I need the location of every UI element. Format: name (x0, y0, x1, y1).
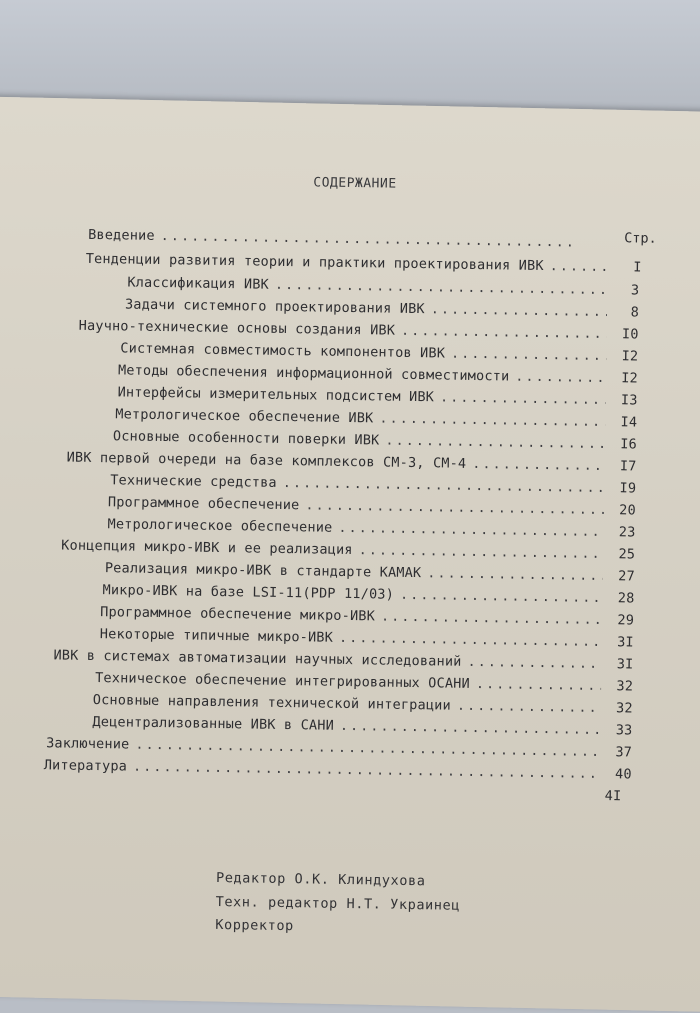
toc-entry (127, 273, 639, 299)
leader-dots (472, 455, 605, 475)
toc-entry-text: Метрологическое обеспечение ИВК (115, 405, 373, 427)
leader-dots (385, 432, 605, 453)
toc-entry-page: I7 (610, 457, 636, 475)
page-title: СОДЕРЖАНИЕ (5, 171, 700, 197)
toc-entry (86, 250, 642, 277)
toc-entry-text: Введение (88, 226, 155, 245)
leader-dots (379, 409, 605, 431)
toc-entry-text: Классификация ИВК (127, 273, 269, 293)
toc-entry-text: Программное обеспечение микро-ИВК (100, 603, 375, 625)
toc-entry-text: Концепция микро-ИВК и ее реализация (61, 536, 353, 559)
toc-entry-page: I2 (612, 369, 638, 387)
toc-entry-text: Метрологическое обеспечение (107, 515, 332, 537)
toc-entry-text: Задачи системного проектирования ИВК (125, 295, 425, 318)
leader-dots (338, 519, 603, 541)
leader-dots (381, 608, 602, 629)
leader-dots (515, 368, 606, 387)
toc-entry-page: 4I (595, 787, 621, 805)
toc-entry-page: 8 (613, 303, 639, 321)
toc-entry-page: 3 (613, 281, 639, 299)
leader-dots (135, 736, 600, 761)
toc-entry-page: I3 (611, 391, 637, 409)
toc-entry-text: Методы обеспечения информационной совместимости (118, 361, 510, 385)
leader-dots (133, 758, 600, 783)
leader-dots (440, 388, 606, 409)
leader-dots (283, 474, 605, 497)
toc-entry-page: 40 (606, 765, 632, 783)
page-column-header: Стр. (624, 230, 657, 247)
toc-entry-page: 29 (608, 611, 634, 629)
toc-entry-text: Основные направления технической интеграции (93, 691, 451, 715)
leader-dots (400, 586, 603, 607)
toc-entry-page: 32 (607, 677, 633, 695)
toc-entry-page: 37 (606, 743, 632, 761)
toc-entry-text: ИВК первой очереди на базе комплексов СМ-3, СМ-4 (66, 449, 466, 473)
leader-dots (550, 257, 610, 276)
imprint-proofreader: Корректор (215, 917, 294, 934)
toc-entry-text: Интерфейсы измерительных подсистем ИВК (118, 383, 435, 406)
toc-entry-text: Реализация микро-ИВК в стандарте КАМАК (105, 559, 422, 582)
toc-entry-page: I2 (612, 347, 638, 365)
toc-entry-page: I0 (612, 325, 638, 343)
leader-dots (275, 276, 608, 299)
leader-dots (431, 300, 607, 321)
toc-entry-text: Некоторые типичные микро-ИВК (100, 625, 333, 647)
leader-dots (467, 653, 601, 673)
toc-entry (125, 295, 639, 321)
leader-dots (476, 675, 602, 695)
toc-entry-text: Литература (44, 756, 128, 775)
toc-entry-page: I6 (611, 435, 637, 453)
leader-dots (451, 345, 606, 365)
toc-entry-page: 28 (608, 589, 634, 607)
toc-entry-text: Научно-технические основы создания ИВК (79, 317, 396, 340)
toc-entry (88, 226, 608, 252)
toc-entry-page: 20 (610, 501, 636, 519)
toc-entry-text: Микро-ИВК на базе LSI-11(PDP 11/03) (102, 581, 394, 604)
leader-dots (339, 629, 602, 651)
toc-entry-text: Технические средства (110, 471, 277, 492)
toc-entry-text: Децентрализованные ИВК в САНИ (92, 713, 334, 735)
imprint-editor: Редактор О.К. Клиндухова (216, 870, 426, 889)
toc-entry-page: 33 (606, 721, 632, 739)
toc-entry (44, 756, 632, 783)
toc-entry-page: I4 (611, 413, 637, 431)
leader-dots (457, 697, 601, 717)
toc-entry-page: 25 (609, 545, 635, 563)
imprint-tech-editor: Техн. редактор Н.Т. Украинец (216, 894, 461, 914)
toc-entry-page: 3I (607, 655, 633, 673)
toc-entry-page: I9 (610, 479, 636, 497)
toc-entry (595, 787, 631, 806)
leader-dots (427, 564, 603, 585)
toc-entry-text: ИВК в системах автоматизации научных исследований (53, 646, 461, 670)
leader-dots (161, 227, 577, 252)
leader-dots (305, 496, 604, 519)
leader-dots (359, 541, 604, 563)
toc-entry-page: I (616, 258, 642, 276)
toc-entry-text: Основные особенности поверки ИВК (113, 427, 380, 449)
toc-entry-page: 32 (607, 699, 633, 717)
leader-dots (340, 717, 601, 739)
toc-entry (120, 339, 638, 365)
toc-entry-text: Тенденции развития теории и практики проектирования ИВК (86, 250, 544, 275)
toc-entry-page: 27 (609, 567, 635, 585)
toc-entry-text: Техническое обеспечение интегрированных ОСАНИ (95, 669, 470, 693)
toc-entry-page: 23 (609, 523, 635, 541)
toc-entry-text: Программное обеспечение (108, 493, 300, 514)
leader-dots (401, 322, 607, 343)
toc-entry-text: Системная совместимость компонентов ИВК (120, 339, 445, 362)
toc-entry-text: Заключение (46, 734, 130, 753)
toc-entry-page: 3I (608, 633, 634, 651)
